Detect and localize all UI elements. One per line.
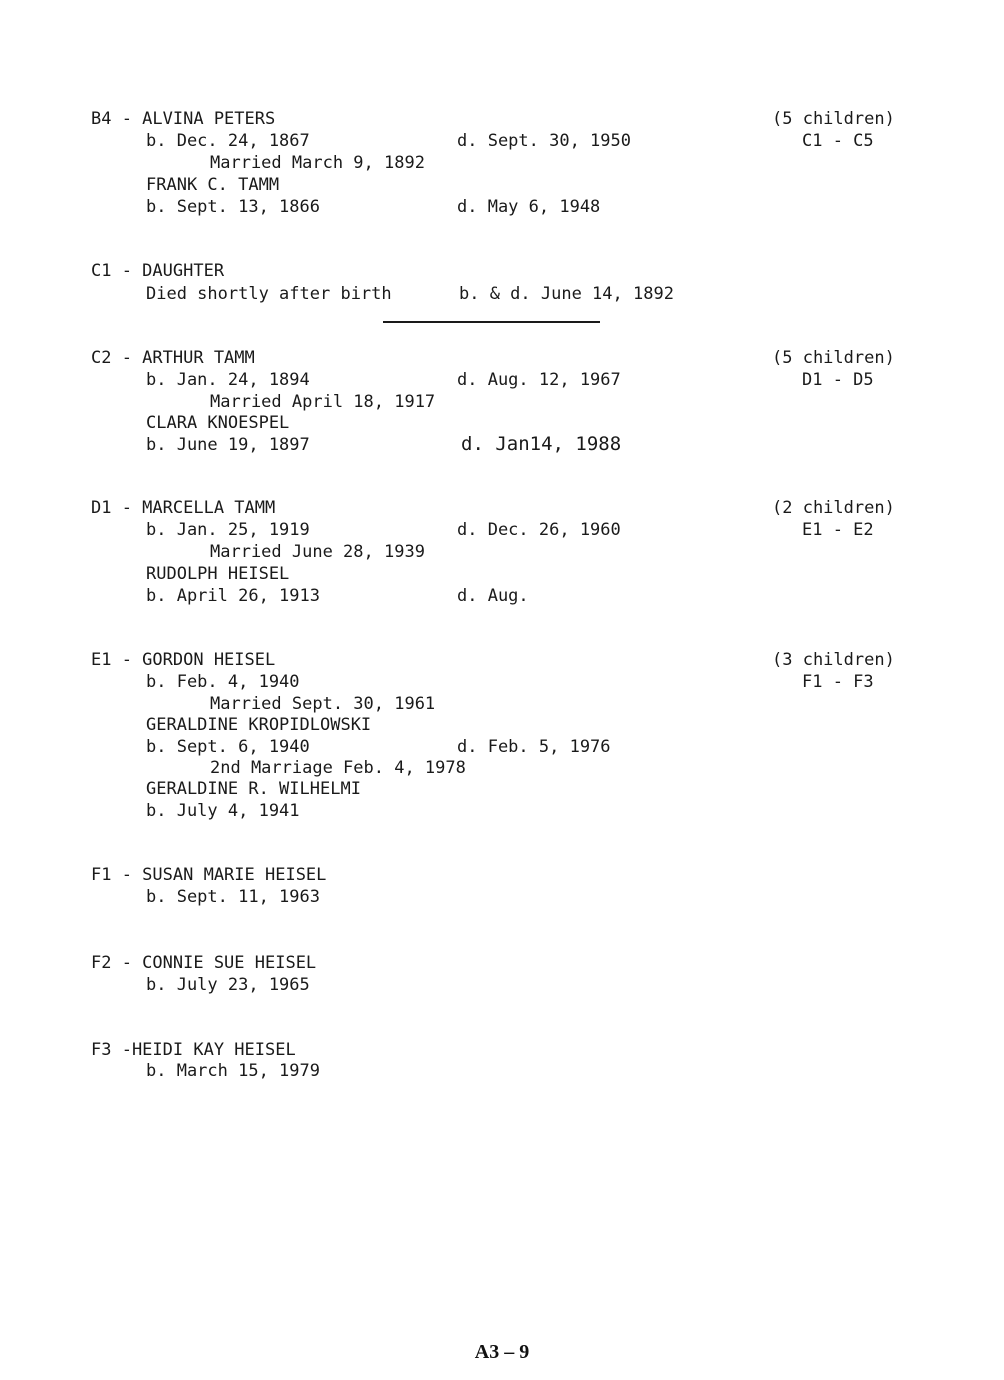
entry-c1-note: Died shortly after birth (146, 284, 392, 304)
entry-e1-children-count: (3 children) (772, 650, 895, 670)
entry-c2-children-range: D1 - D5 (802, 370, 874, 390)
entry-e1-married: Married Sept. 30, 1961 (210, 694, 436, 714)
entry-e1-spouse-died: d. Feb. 5, 1976 (457, 737, 611, 757)
entry-b4-died: d. Sept. 30, 1950 (457, 131, 631, 151)
entry-e1-heading: E1 - GORDON HEISEL (91, 650, 276, 670)
entry-c2-children-count: (5 children) (772, 348, 895, 368)
entry-d1-spouse: RUDOLPH HEISEL (146, 564, 290, 584)
entry-e1-born: b. Feb. 4, 1940 (146, 672, 300, 692)
entry-e1-second-spouse: GERALDINE R. WILHELMI (146, 779, 361, 799)
entry-b4-spouse: FRANK C. TAMM (146, 175, 280, 195)
entry-b4-married: Married March 9, 1892 (210, 153, 425, 173)
entry-c1-heading: C1 - DAUGHTER (91, 261, 225, 281)
entry-d1-heading: D1 - MARCELLA TAMM (91, 498, 276, 518)
entry-e1-children-range: F1 - F3 (802, 672, 874, 692)
entry-b4-born: b. Dec. 24, 1867 (146, 131, 310, 151)
section-divider (383, 321, 600, 323)
entry-c2-died: d. Aug. 12, 1967 (457, 370, 621, 390)
entry-c2-heading: C2 - ARTHUR TAMM (91, 348, 255, 368)
entry-c2-married: Married April 18, 1917 (210, 392, 436, 412)
entry-b4-children-count: (5 children) (772, 109, 895, 129)
entry-d1-spouse-born: b. April 26, 1913 (146, 586, 320, 606)
entry-f2-born: b. July 23, 1965 (146, 975, 310, 995)
entry-d1-children-count: (2 children) (772, 498, 895, 518)
entry-f1-heading: F1 - SUSAN MARIE HEISEL (91, 865, 327, 885)
page-number: A3 – 9 (474, 1341, 530, 1363)
entry-c2-born: b. Jan. 24, 1894 (146, 370, 310, 390)
entry-f3-born: b. March 15, 1979 (146, 1061, 320, 1081)
entry-f1-born: b. Sept. 11, 1963 (146, 887, 320, 907)
entry-d1-spouse-died: d. Aug. (457, 586, 529, 606)
entry-b4-children-range: C1 - C5 (802, 131, 874, 151)
entry-e1-spouse-born: b. Sept. 6, 1940 (146, 737, 310, 757)
entry-b4-spouse-born: b. Sept. 13, 1866 (146, 197, 320, 217)
entry-d1-born: b. Jan. 25, 1919 (146, 520, 310, 540)
entry-f3-heading: F3 -HEIDI KAY HEISEL (91, 1040, 296, 1060)
entry-e1-second-marriage: 2nd Marriage Feb. 4, 1978 (210, 758, 466, 778)
entry-f2-heading: F2 - CONNIE SUE HEISEL (91, 953, 317, 973)
entry-c2-spouse-born: b. June 19, 1897 (146, 435, 310, 455)
entry-b4-heading: B4 - ALVINA PETERS (91, 109, 276, 129)
entry-b4-spouse-died: d. May 6, 1948 (457, 197, 601, 217)
entry-e1-spouse: GERALDINE KROPIDLOWSKI (146, 715, 372, 735)
entry-c2-spouse-died: d. Jan14, 1988 (461, 433, 622, 455)
entry-d1-died: d. Dec. 26, 1960 (457, 520, 621, 540)
entry-e1-second-spouse-born: b. July 4, 1941 (146, 801, 300, 821)
entry-c1-dates: b. & d. June 14, 1892 (459, 284, 674, 304)
entry-d1-married: Married June 28, 1939 (210, 542, 425, 562)
entry-c2-spouse: CLARA KNOESPEL (146, 413, 290, 433)
entry-d1-children-range: E1 - E2 (802, 520, 874, 540)
